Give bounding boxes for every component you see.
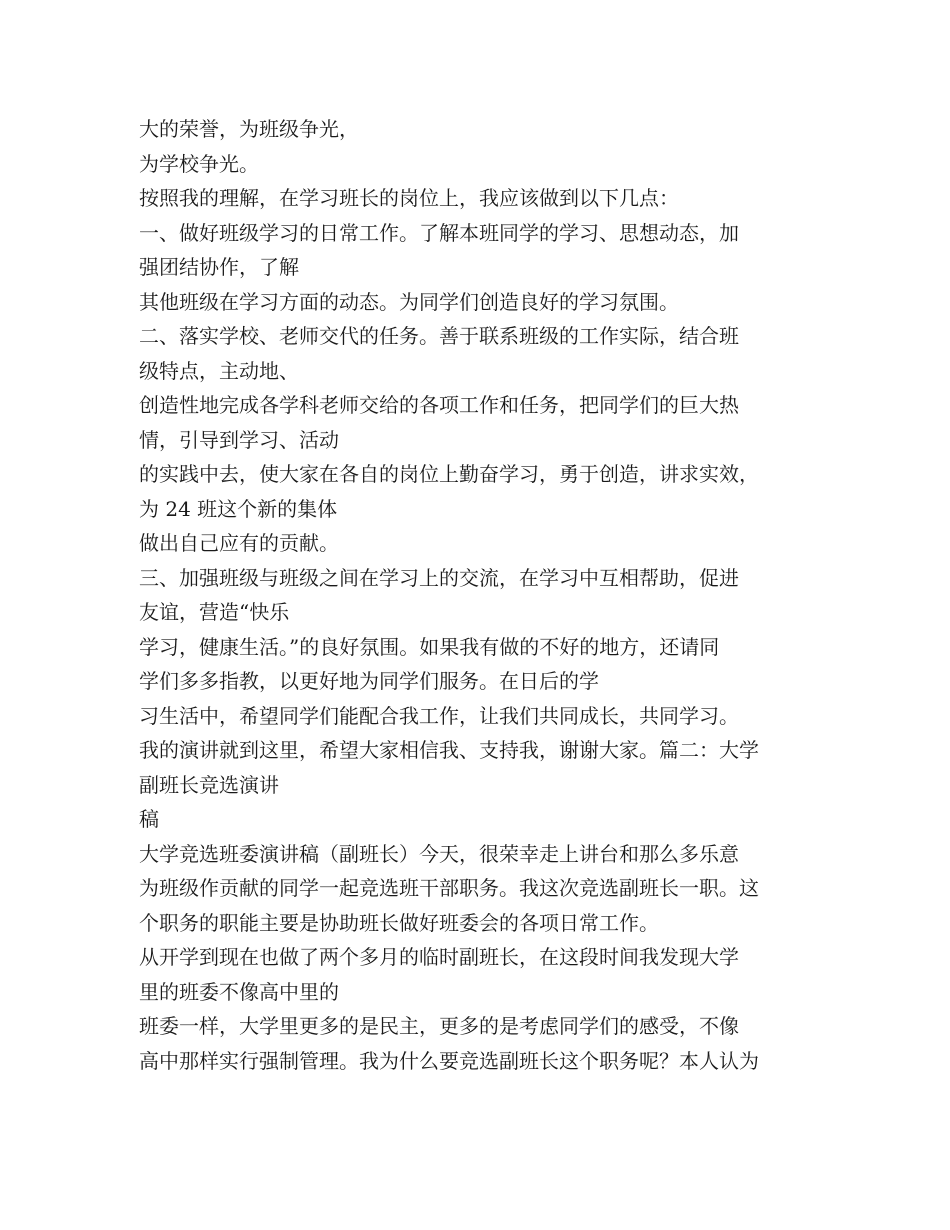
text-line: 按照我的理解，在学习班长的岗位上，我应该做到以下几点： — [139, 186, 679, 210]
text-line: 高中那样实行强制管理。我为什么要竞选副班长这个职务呢？本人认为 — [139, 1048, 759, 1073]
text-line: 为 24 班这个新的集体 — [139, 496, 338, 521]
text-line: 大的荣誉，为班级争光， — [139, 117, 359, 141]
text-line: 友谊，营造“快乐 — [139, 600, 290, 624]
text-line: 个职务的职能主要是协助班长做好班委会的各项日常工作。 — [139, 910, 659, 935]
text-line: 的实践中去，使大家在各自的岗位上勤奋学习，勇于创造，讲求实效， — [139, 462, 759, 486]
text-line: 从开学到现在也做了两个多月的临时副班长，在这段时间我发现大学 — [139, 945, 739, 969]
text-line: 里的班委不像高中里的 — [139, 979, 339, 1004]
text-line: 大学竞选班委演讲稿（副班长）今天，很荣幸走上讲台和那么多乐意 — [139, 841, 739, 866]
text-line: 为班级作贡献的同学一起竞选班干部职务。我这次竞选副班长一职。这 — [139, 876, 759, 900]
text-line: 创造性地完成各学科老师交给的各项工作和任务，把同学们的巨大热 — [139, 393, 739, 417]
text-line: 我的演讲就到这里，希望大家相信我、支持我，谢谢大家。篇二：大学 — [139, 738, 759, 762]
text-line: 稿 — [139, 807, 159, 831]
text-line: 学们多多指教，以更好地为同学们服务。在日后的学 — [139, 669, 599, 693]
text-line: 二、落实学校、老师交代的任务。善于联系班级的工作实际，结合班 — [139, 324, 739, 348]
text-line: 副班长竞选演讲 — [139, 772, 279, 797]
text-line: 习生活中，希望同学们能配合我工作，让我们共同成长，共同学习。 — [139, 703, 739, 728]
text-line: 情，引导到学习、活动 — [139, 427, 339, 452]
document-body — [139, 112, 829, 1078]
text-line: 其他班级在学习方面的动态。为同学们创造良好的学习氛围。 — [139, 289, 679, 314]
text-line: 班委一样，大学里更多的是民主，更多的是考虑同学们的感受，不像 — [139, 1014, 739, 1038]
text-line: 强团结协作，了解 — [139, 255, 299, 279]
text-line: 三、加强班级与班级之间在学习上的交流，在学习中互相帮助，促进 — [139, 565, 739, 590]
text-line: 做出自己应有的贡献。 — [139, 531, 339, 555]
text-line: 为学校争光。 — [139, 151, 259, 176]
text-line: 一、做好班级学习的日常工作。了解本班同学的学习、思想动态，加 — [139, 220, 739, 245]
text-line: 学习，健康生活。”的良好氛围。如果我有做的不好的地方，还请同 — [139, 634, 720, 659]
text-line: 级特点，主动地、 — [139, 358, 299, 383]
